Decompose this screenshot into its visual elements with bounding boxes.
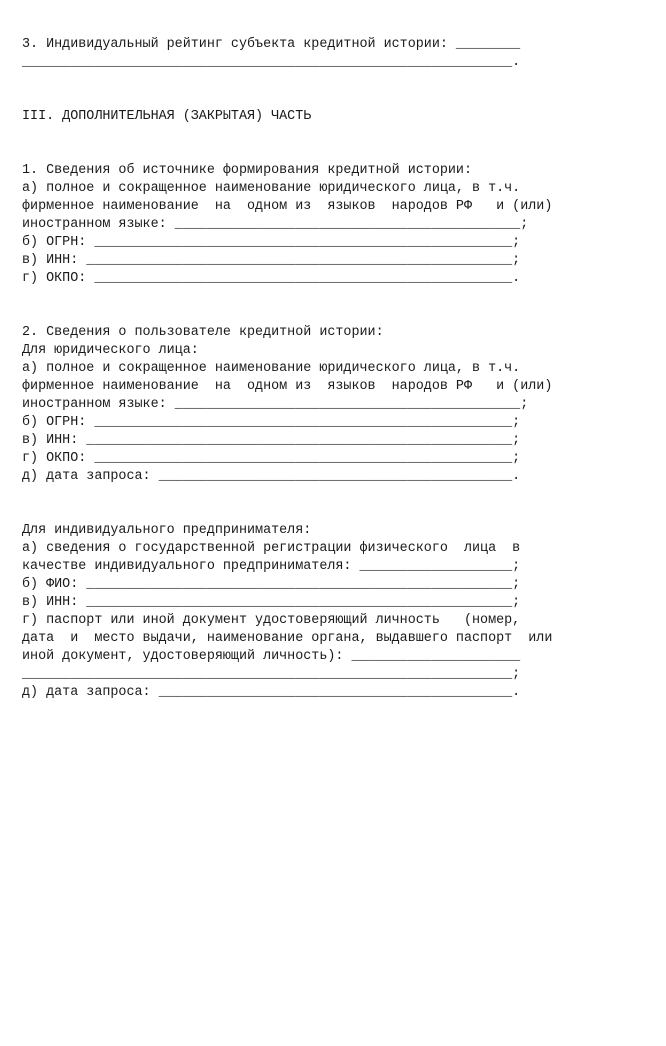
field-name-line: фирменное наименование на одном из языков народов РФ и (или)	[22, 379, 553, 394]
credit-rating-item	[22, 36, 662, 72]
credit-rating-line: 3. Индивидуальный рейтинг субъекта кредитной истории: ________	[22, 37, 521, 52]
field-request-date: д) дата запроса: ____________________________________________.	[22, 469, 521, 484]
field-okpo: г) ОКПО: ____________________________________________________;	[22, 451, 521, 466]
field-name-blank: иностранном языке: ___________________________________________;	[22, 397, 529, 412]
field-request-date: д) дата запроса: ____________________________________________.	[22, 685, 521, 700]
section-credit-user	[22, 324, 662, 486]
credit-rating-line-continuation: _____________________________________________________________.	[22, 55, 521, 70]
section-credit-source	[22, 162, 662, 288]
field-passport-line: дата и место выдачи, наименование органа, выдавшего паспорт или	[22, 631, 553, 646]
field-name-line: фирменное наименование на одном из языков народов РФ и (или)	[22, 199, 553, 214]
field-passport-blank: иной документ, удостоверяющий личность): _____________________	[22, 649, 521, 664]
part-heading: III. ДОПОЛНИТЕЛЬНАЯ (ЗАКРЫТАЯ) ЧАСТЬ	[22, 109, 312, 124]
field-name-blank: иностранном языке: ___________________________________________;	[22, 217, 529, 232]
field-name-line: а) полное и сокращенное наименование юридического лица, в т.ч.	[22, 181, 521, 196]
section-title: 1. Сведения об источнике формирования кредитной истории:	[22, 163, 472, 178]
field-registration-blank: качестве индивидуального предпринимателя: ___________________;	[22, 559, 521, 574]
field-registration-line: а) сведения о государственной регистрации физического лица в	[22, 541, 521, 556]
spacer	[22, 72, 662, 108]
field-inn: в) ИНН: _____________________________________________________;	[22, 595, 521, 610]
field-inn: в) ИНН: _____________________________________________________;	[22, 433, 521, 448]
subsection-heading: Для юридического лица:	[22, 343, 199, 358]
field-ogrn: б) ОГРН: ____________________________________________________;	[22, 415, 521, 430]
spacer	[22, 126, 662, 162]
field-ogrn: б) ОГРН: ____________________________________________________;	[22, 235, 521, 250]
spacer	[22, 486, 662, 522]
field-name-line: а) полное и сокращенное наименование юридического лица, в т.ч.	[22, 361, 521, 376]
spacer	[22, 288, 662, 324]
field-okpo: г) ОКПО: ____________________________________________________.	[22, 271, 521, 286]
document-page	[22, 36, 662, 702]
field-inn: в) ИНН: _____________________________________________________;	[22, 253, 521, 268]
section-entrepreneur	[22, 522, 662, 702]
subsection-heading: Для индивидуального предпринимателя:	[22, 523, 312, 538]
field-passport-line: г) паспорт или иной документ удостоверяющий личность (номер,	[22, 613, 521, 628]
field-passport-blank: _____________________________________________________________;	[22, 667, 521, 682]
section-title: 2. Сведения о пользователе кредитной истории:	[22, 325, 384, 340]
field-full-name: б) ФИО: _____________________________________________________;	[22, 577, 521, 592]
